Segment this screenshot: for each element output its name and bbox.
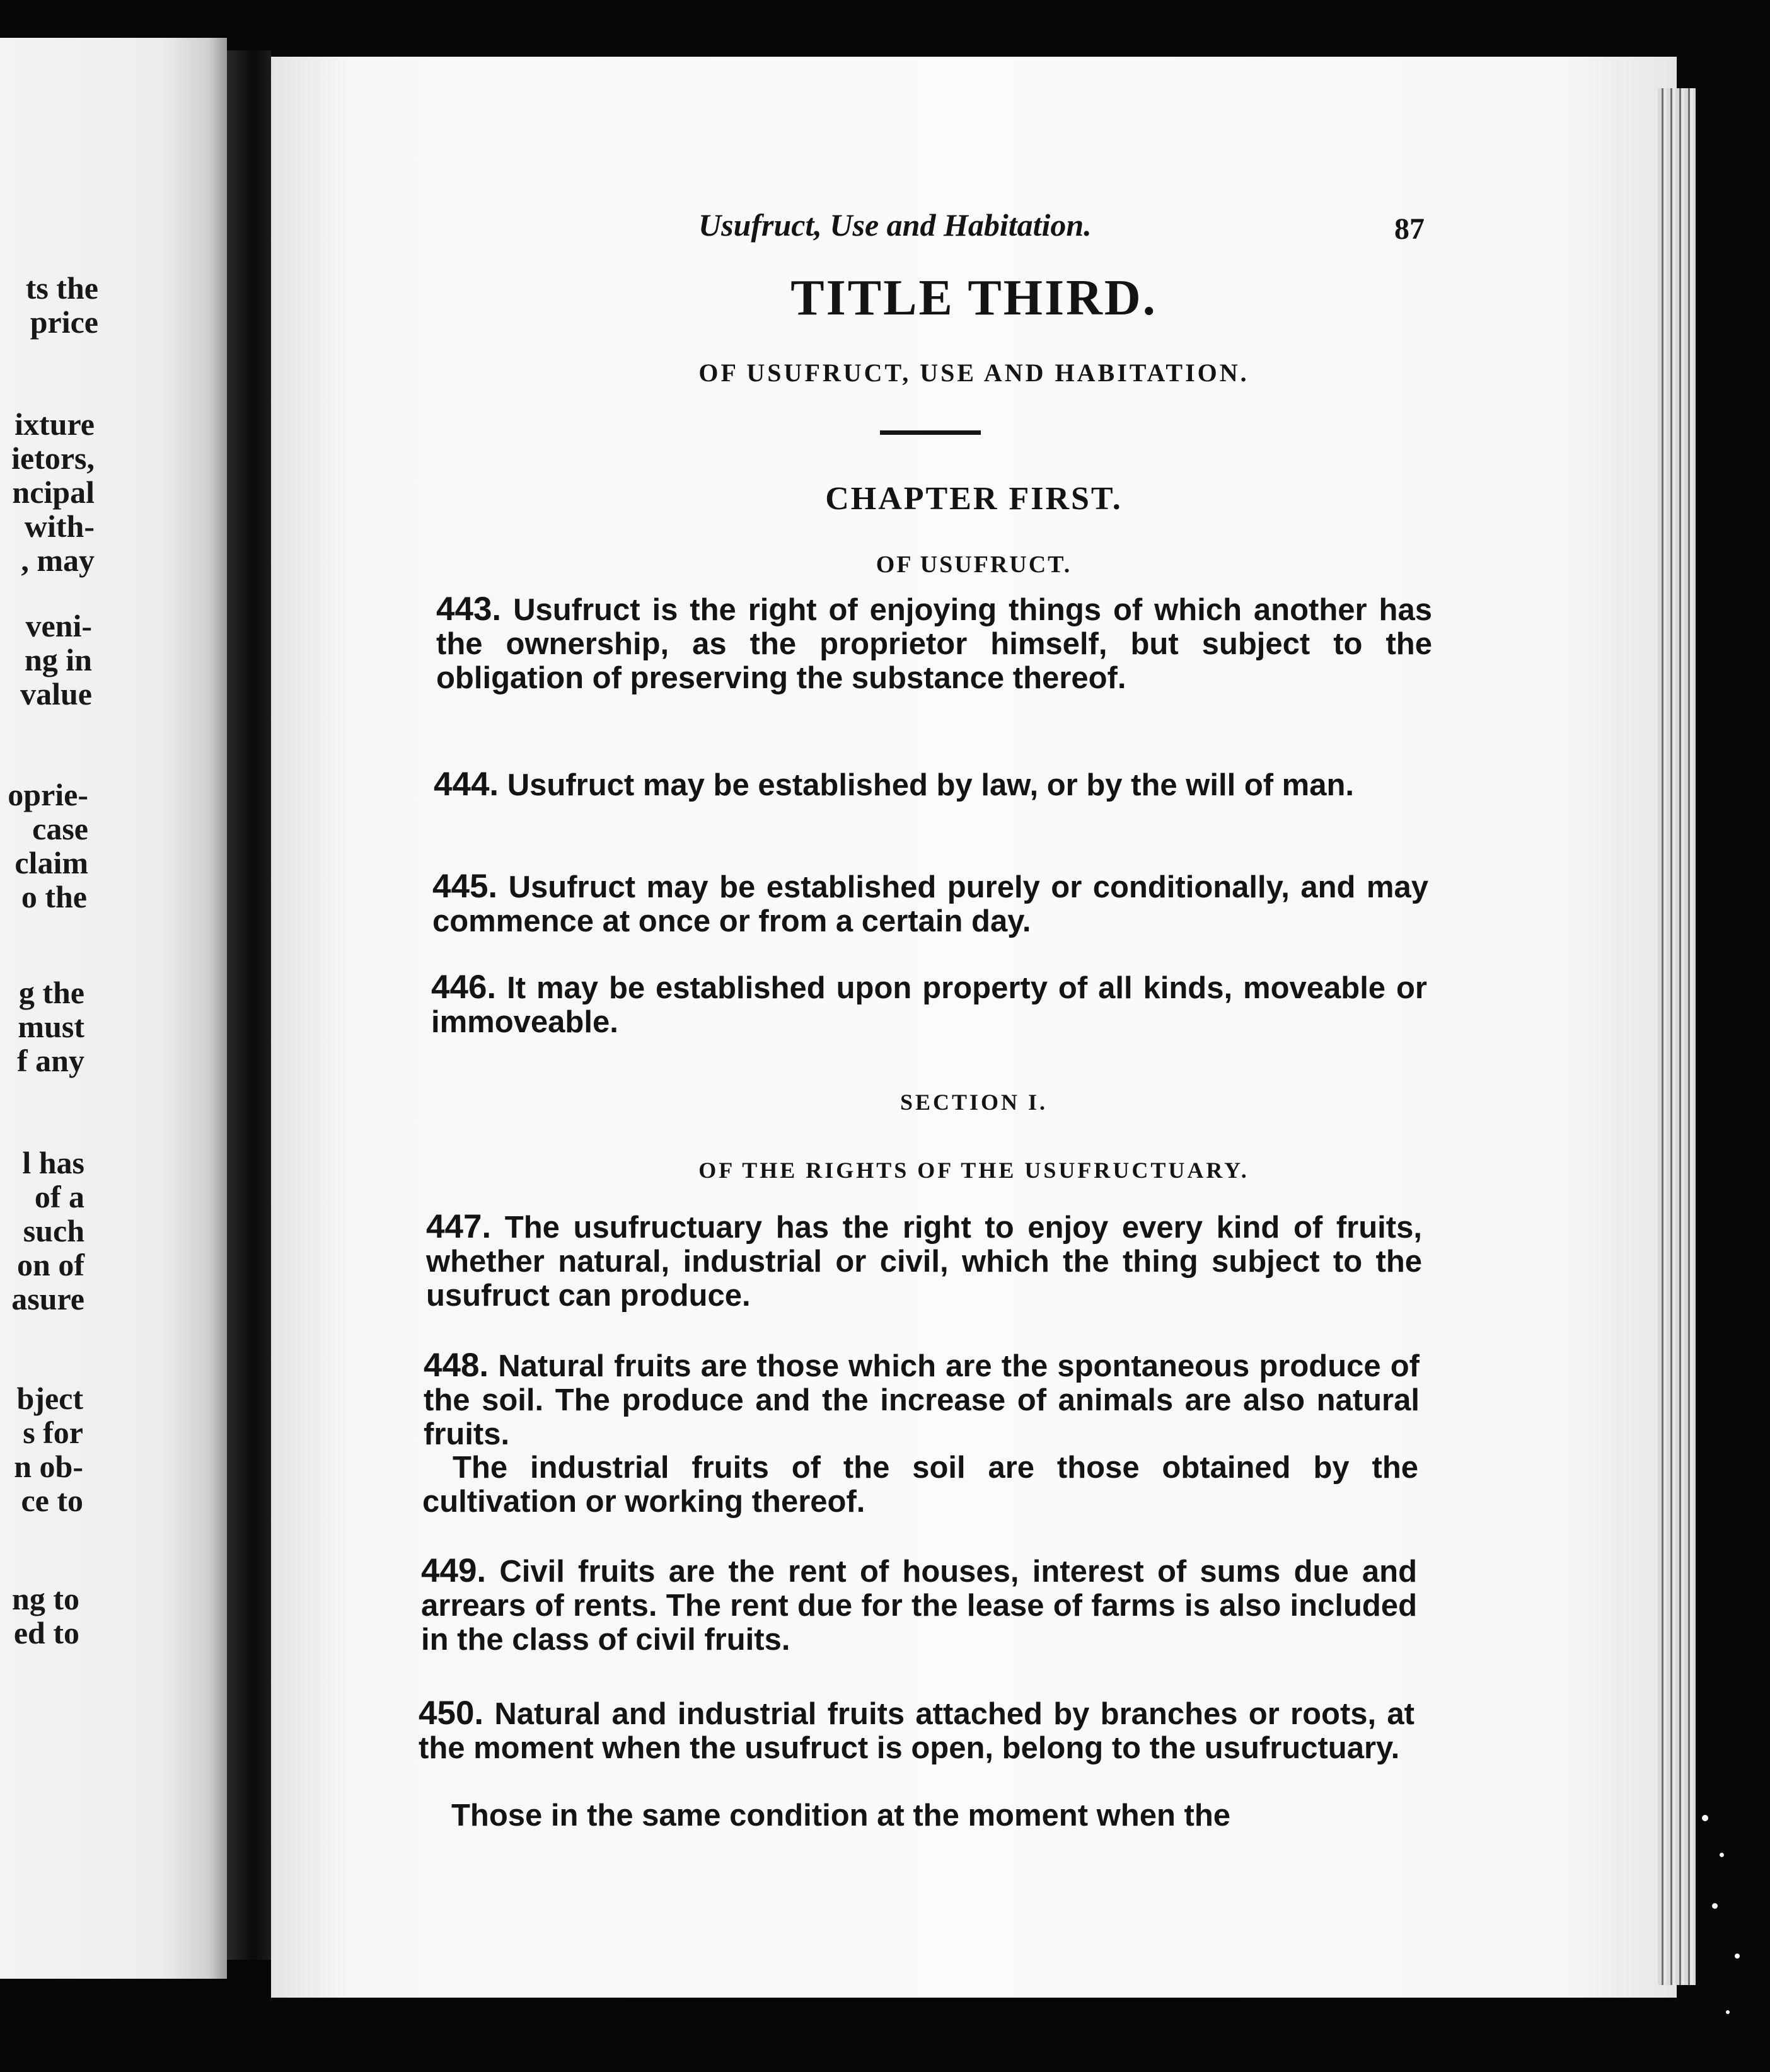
left-page-line: on of bbox=[17, 1247, 84, 1282]
article-445 bbox=[432, 870, 1428, 938]
left-page-line: with- bbox=[24, 509, 95, 544]
article-number: 448. bbox=[424, 1347, 489, 1384]
scan-speck bbox=[1712, 1903, 1718, 1909]
article-450 bbox=[419, 1696, 1414, 1765]
article-text: Usufruct is the right of enjoying things of which another has the ownership, as the proprietor himself, but subject to the obligation of preserving the substance thereof. bbox=[436, 593, 1432, 695]
chapter-heading: CHAPTER FIRST. bbox=[825, 481, 1123, 517]
left-page-line: o the bbox=[21, 879, 87, 914]
left-page-line: f any bbox=[17, 1043, 84, 1078]
page-number: 87 bbox=[1394, 212, 1425, 246]
scan-speck bbox=[1702, 1815, 1708, 1821]
left-page-line: ts the bbox=[25, 270, 98, 306]
article-number: 446. bbox=[431, 969, 497, 1006]
left-page-line: g the bbox=[18, 975, 84, 1010]
left-page-line: s for bbox=[23, 1415, 83, 1450]
article-text: Usufruct may be established by law, or by the will of man. bbox=[507, 768, 1355, 802]
article-446 bbox=[431, 970, 1427, 1039]
article-number: 445. bbox=[432, 868, 498, 905]
article-448 bbox=[424, 1349, 1420, 1451]
article-443 bbox=[436, 592, 1432, 695]
article-444 bbox=[434, 768, 1430, 802]
title-subheading: OF USUFRUCT, USE AND HABITATION. bbox=[698, 359, 1249, 387]
left-page-line: of a bbox=[34, 1179, 84, 1214]
article-text: Natural and industrial fruits attached by branches or roots, at the moment when the usufruct is open, belong to the usufructuary. bbox=[419, 1697, 1414, 1765]
left-page-line: ncipal bbox=[12, 475, 95, 510]
left-page-line: ietors, bbox=[11, 440, 95, 476]
section-subheading: OF THE RIGHTS OF THE USUFRUCTUARY. bbox=[698, 1158, 1249, 1183]
article-text: Natural fruits are those which are the spontaneous produce of the soil. The produce and the increase of animals are also natural fruits. bbox=[424, 1349, 1420, 1451]
chapter-subheading: OF USUFRUCT. bbox=[876, 551, 1072, 578]
left-page-line: ng in bbox=[24, 642, 92, 677]
article-449 bbox=[421, 1554, 1417, 1657]
left-page-line: claim bbox=[14, 845, 88, 880]
section-heading: SECTION I. bbox=[899, 1090, 1048, 1115]
left-page-line: , may bbox=[21, 543, 95, 578]
left-page-line: bject bbox=[16, 1381, 83, 1416]
article-text: The usufructuary has the right to enjoy every kind of fruits, whether natural, industrial or civil, which the thing subject to the usufruct can produce. bbox=[426, 1211, 1422, 1313]
left-page-line: asure bbox=[11, 1281, 84, 1316]
article-number: 450. bbox=[419, 1695, 484, 1732]
article-number: 443. bbox=[436, 590, 502, 628]
article-text: Civil fruits are the rent of houses, interest of sums due and arrears of rents. The rent due for the lease of farms is also included in the class of civil fruits. bbox=[421, 1555, 1417, 1657]
heading-rule bbox=[880, 430, 981, 435]
left-page-line: case bbox=[32, 811, 88, 846]
left-page-line: price bbox=[30, 304, 98, 340]
article-number: 444. bbox=[434, 766, 499, 803]
scan-speck bbox=[1726, 2010, 1730, 2014]
left-page-fragment bbox=[0, 38, 227, 1979]
left-page-line: n ob- bbox=[14, 1449, 83, 1484]
article-text: It may be established upon property of all kinds, moveable or immoveable. bbox=[431, 971, 1427, 1039]
left-page-line: value bbox=[20, 676, 92, 711]
book-gutter bbox=[227, 50, 271, 1960]
article-447 bbox=[426, 1210, 1422, 1313]
scan-speck bbox=[1735, 1954, 1740, 1959]
left-page-line: veni- bbox=[25, 608, 92, 643]
article-448-continuation: The industrial fruits of the soil are those obtained by the cultivation or working thereof. bbox=[422, 1451, 1418, 1519]
left-page-line: oprie- bbox=[8, 777, 88, 812]
left-page-line: l has bbox=[22, 1145, 84, 1180]
scan-speck bbox=[1720, 1853, 1724, 1857]
left-page-line: ng to bbox=[12, 1581, 79, 1616]
article-450-continuation: Those in the same condition at the moment when the bbox=[451, 1799, 1231, 1833]
article-number: 447. bbox=[426, 1208, 492, 1245]
left-page-line: ed to bbox=[13, 1615, 79, 1650]
left-page-line: ce to bbox=[21, 1483, 83, 1518]
article-text: Usufruct may be established purely or conditionally, and may commence at once or from a certain day. bbox=[432, 870, 1428, 938]
left-page-line: ixture bbox=[14, 406, 95, 442]
article-number: 449. bbox=[421, 1552, 487, 1589]
left-page-line: must bbox=[18, 1009, 84, 1044]
running-head: Usufruct, Use and Habitation. bbox=[698, 207, 1092, 243]
left-page-line: such bbox=[23, 1213, 84, 1248]
title-heading: TITLE THIRD. bbox=[790, 270, 1157, 326]
